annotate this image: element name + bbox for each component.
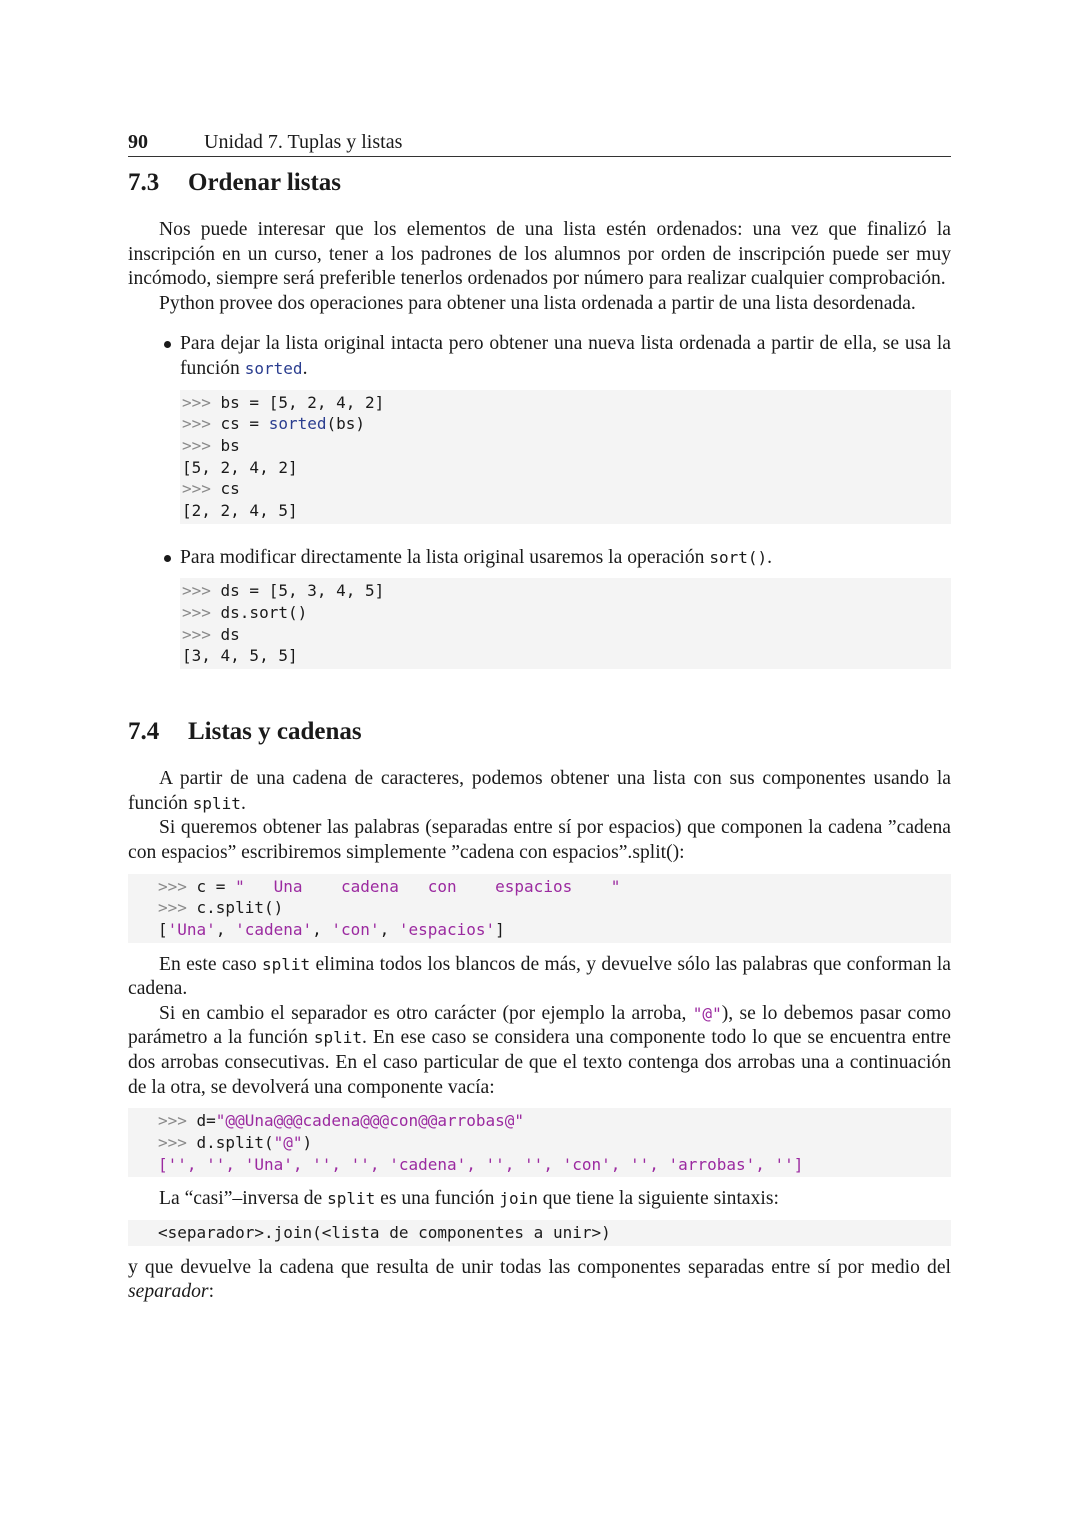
section-7-3-heading (128, 166, 951, 200)
prompt: >>> (182, 581, 221, 601)
code-text: , (312, 919, 332, 939)
code-output: [5, 2, 4, 2] (182, 457, 298, 477)
running-title: Unidad 7. Tuplas y listas (204, 131, 403, 153)
text-run: . En ese caso se considera una componente todo lo que se encuentra entre dos arrobas consecutivas. En el caso particular de que el texto contenga dos arrobas una a continuación de la otra, se devolverá una componente vacía: (128, 1027, 951, 1098)
code-text: ] (495, 919, 505, 939)
paragraph: Nos puede interesar que los elementos de una lista estén ordenados: una vez que finalizó la inscripción en un curso, tener a los padrones de los alumnos por orden de inscripción puede ser muy incómodo, siempre será preferible tenerlos ordenados por número para realizar cualquier comprobación. (128, 219, 951, 290)
section-7-4-heading (128, 715, 951, 749)
prompt: >>> (182, 414, 221, 434)
inline-code: join (499, 1189, 538, 1209)
inline-code: split (262, 954, 311, 974)
code-block (128, 1108, 951, 1177)
code-block (128, 874, 951, 943)
code-line (182, 413, 951, 435)
text-run: La “casi”–inversa de (159, 1188, 328, 1210)
paragraph: Python provee dos operaciones para obtener una lista ordenada a partir de una lista desordenada. (159, 292, 916, 314)
page-content (128, 166, 951, 1305)
prompt: >>> (182, 603, 221, 623)
code-line (158, 876, 951, 898)
inline-code: sort() (709, 547, 768, 567)
paragraph: Si queremos obtener las palabras (separadas entre sí por espacios) que componen la cadena ”cadena con espacios” escribiremos simplemente ”cadena con espacios”.split(): (128, 817, 951, 863)
code-line (182, 435, 951, 457)
text-run: A partir de una cadena de caracteres, podemos obtener una lista con sus componentes usando la función (128, 768, 951, 814)
code-text: , (215, 919, 236, 939)
code-text: bs (220, 435, 240, 455)
emphasis: separador (128, 1281, 209, 1303)
code-text: cs = (220, 414, 269, 434)
code-line (182, 602, 951, 624)
paragraph (128, 1002, 951, 1100)
paragraph (128, 953, 951, 1002)
code-text: [ (158, 919, 168, 939)
code-block (180, 578, 951, 669)
prompt: >>> (158, 876, 197, 896)
inline-code: "@" (692, 1003, 722, 1023)
code-string: 'espacios' (398, 919, 496, 939)
prompt: >>> (158, 1132, 197, 1152)
text-run: que tiene la siguiente sintaxis: (537, 1188, 779, 1210)
prompt: >>> (182, 435, 221, 455)
text-run: Para dejar la lista original intacta pero obtener una nueva lista ordenada a partir de ella, se usa la función (180, 333, 951, 379)
code-text: d= (196, 1111, 216, 1131)
code-output: [3, 4, 5, 5] (182, 646, 298, 666)
text-run: : (208, 1281, 215, 1303)
text-run: Para modificar directamente la lista original usaremos la operación (180, 546, 710, 568)
prompt: >>> (182, 392, 221, 412)
code-string: 'con' (331, 919, 380, 939)
text-run: es una función (375, 1188, 500, 1210)
section-number: 7.3 (128, 169, 160, 196)
text-run: En este caso (159, 953, 262, 975)
list-item (128, 546, 951, 669)
code-text: c.split() (196, 898, 284, 918)
code-text: c = (196, 876, 236, 896)
text-run: Si en cambio el separador es otro carácter (por ejemplo la arroba, (159, 1002, 693, 1024)
text-run: . (767, 546, 773, 568)
code-block (180, 390, 951, 524)
code-string: " Una cadena con espacios " (235, 876, 621, 896)
code-string: "@" (273, 1132, 303, 1152)
code-line (158, 1132, 951, 1154)
paragraph (128, 767, 951, 816)
code-line (158, 1110, 951, 1132)
prompt: >>> (158, 898, 197, 918)
code-string: "@@Una@@@cadena@@@con@@arrobas@" (215, 1111, 525, 1131)
prompt: >>> (182, 624, 221, 644)
list-item-text (180, 332, 951, 381)
prompt: >>> (158, 1111, 197, 1131)
code-string: 'cadena' (235, 919, 313, 939)
running-header (128, 128, 951, 157)
code-text: cs (220, 479, 240, 499)
inline-code: sorted (244, 358, 303, 378)
text-run: elimina todos los blancos de más, y devuelve sólo las palabras que conforman la cadena. (128, 953, 951, 1000)
inline-code: split (327, 1189, 376, 1209)
code-text: (bs) (326, 414, 366, 434)
code-output: [2, 2, 4, 5] (182, 501, 298, 521)
inline-code: split (192, 793, 241, 813)
code-line (182, 392, 951, 414)
text-run: ), se lo debemos pasar como parámetro a la función (128, 1002, 951, 1049)
code-text: ds (220, 624, 240, 644)
bullet-list (128, 332, 951, 669)
bullet-icon (164, 341, 171, 348)
paragraph (128, 1256, 951, 1305)
text-run: . (240, 792, 246, 814)
code-text: , (379, 919, 399, 939)
code-output (158, 919, 951, 941)
list-item (128, 332, 951, 523)
code-output: ['', '', 'Una', '', '', 'cadena', '', '', 'con', '', 'arrobas', ''] (158, 1154, 804, 1174)
code-text: d.split( (196, 1132, 274, 1152)
section-number: 7.4 (128, 718, 160, 746)
code-block: <separador>.join(<lista de componentes a unir>) (128, 1220, 951, 1246)
code-string: 'Una' (167, 919, 216, 939)
code-builtin: sorted (268, 414, 327, 434)
page-number: 90 (128, 131, 148, 153)
code-text: ) (302, 1132, 313, 1152)
code-text: ds.sort() (220, 603, 308, 623)
section-title: Listas y cadenas (188, 718, 362, 746)
text-run: y que devuelve la cadena que resulta de unir todas las componentes separadas entre sí por medio del (128, 1256, 951, 1278)
code-text: bs = [5, 2, 4, 2] (220, 392, 385, 412)
code-line (182, 478, 951, 500)
paragraph (128, 1187, 951, 1212)
inline-code: split (313, 1028, 362, 1048)
code-text: ds = [5, 3, 4, 5] (220, 581, 385, 601)
code-line (158, 897, 951, 919)
code-line (182, 624, 951, 646)
code-line (182, 580, 951, 602)
bullet-icon (164, 555, 171, 562)
section-title: Ordenar listas (188, 169, 342, 196)
list-item-text (180, 546, 951, 571)
text-run: . (302, 357, 308, 379)
prompt: >>> (182, 479, 221, 499)
